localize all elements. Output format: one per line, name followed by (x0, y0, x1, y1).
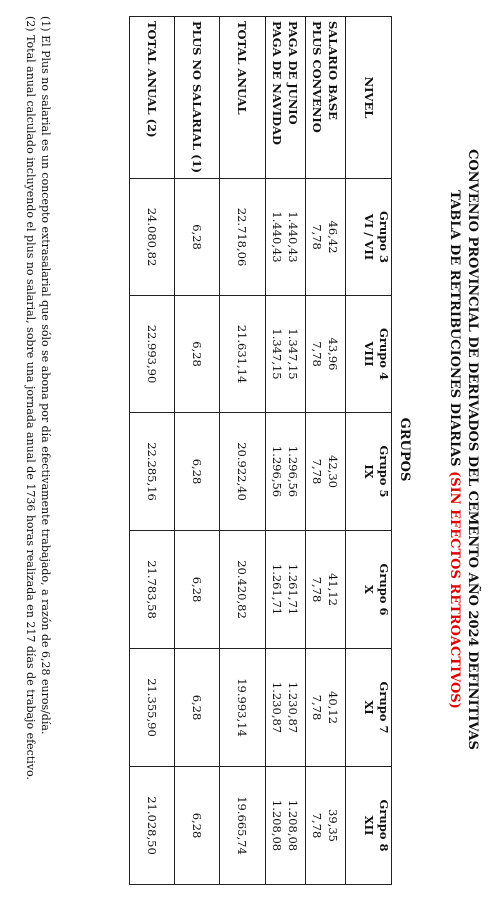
group-header-8 (346, 767, 392, 885)
value-cell (306, 413, 346, 531)
plus-convenio-value: 7,78 (310, 458, 325, 485)
plus-no-salarial-value: 6,28 (175, 179, 220, 296)
group-name: Grupo 4 (377, 328, 391, 380)
value-cell (306, 296, 346, 413)
total-anual-2-value: 24.080,82 (130, 179, 175, 296)
salario-base-value: 42,30 (326, 455, 341, 488)
subtitle-highlight: (SIN EFECTOS RETROACTIVOS) (447, 471, 462, 709)
group-name: Grupo 7 (377, 681, 391, 734)
paga-navidad-value: 1.296,56 (270, 445, 285, 498)
total-anual-value: 20.922,40 (220, 413, 266, 531)
plus-convenio-value: 7,78 (310, 576, 325, 603)
group-header-3 (346, 179, 392, 296)
plus-convenio-value: 7,78 (310, 341, 325, 367)
salario-base-value: 40,12 (326, 691, 341, 724)
plus-no-salarial-value: 6,28 (175, 413, 220, 531)
row-label: SALARIO BASE (326, 21, 341, 120)
value-cell (306, 649, 346, 767)
paga-junio-value: 1.347,15 (286, 328, 301, 380)
value-cell (266, 649, 306, 767)
subtitle-text: TABLA DE RETRIBUCIONES DIARIAS (447, 190, 462, 472)
row-label: PLUS CONVENIO (310, 21, 325, 133)
row-label: PLUS NO SALARIAL (1) (175, 17, 220, 179)
total-anual-value: 19.665,74 (220, 767, 266, 885)
value-cell (266, 296, 306, 413)
paga-navidad-value: 1.347,15 (270, 328, 285, 380)
table-row-pagas (266, 17, 306, 885)
group-nivel: IX (362, 464, 376, 479)
footnote-2: (2) Total anual calculado incluyendo el plus no salarial, sobre una jornada anual de 1736 horas realizada en 217 días de trabajo efectivo. (24, 16, 37, 780)
group-nivel: X (362, 585, 376, 594)
paga-junio-value: 1.296,56 (286, 445, 301, 498)
row-label: PAGA DE NAVIDAD (270, 21, 285, 145)
grupos-heading: GRUPOS (397, 417, 412, 482)
group-name: Grupo 5 (377, 445, 391, 498)
nivel-header: NIVEL (346, 17, 392, 179)
group-nivel: XI (362, 700, 376, 715)
plus-no-salarial-value: 6,28 (175, 767, 220, 885)
paga-junio-value: 1.261,71 (286, 563, 301, 616)
value-cell (266, 767, 306, 885)
value-cell (306, 767, 346, 885)
paga-navidad-value: 1.230,87 (270, 681, 285, 734)
total-anual-value: 20.420,82 (220, 531, 266, 649)
total-anual-value: 21.631,14 (220, 296, 266, 413)
total-anual-2-value: 21.355,90 (130, 649, 175, 767)
group-name: Grupo 8 (377, 799, 391, 852)
group-header-5 (346, 413, 392, 531)
group-header-4 (346, 296, 392, 413)
paga-navidad-value: 1.208,08 (270, 799, 285, 852)
total-anual-2-value: 21.028,50 (130, 767, 175, 885)
row-label-cell (306, 17, 346, 179)
value-cell (306, 531, 346, 649)
plus-convenio-value: 7,78 (310, 694, 325, 721)
table-row-total-anual (220, 17, 266, 885)
row-label: PAGA DE JUNIO (286, 21, 301, 125)
total-anual-2-value: 22.285,16 (130, 413, 175, 531)
document-title: CONVENIO PROVINCIAL DE DERIVADOS DEL CEMENTO AÑO 2024 DEFINITIVAS (465, 149, 480, 750)
value-cell (266, 179, 306, 296)
value-cell (306, 179, 346, 296)
plus-convenio-value: 7,78 (310, 224, 325, 250)
group-nivel: VI / VII (362, 213, 376, 261)
table-row-salario-plus (306, 17, 346, 885)
plus-no-salarial-value: 6,28 (175, 649, 220, 767)
paga-junio-value: 1.208,08 (286, 799, 301, 852)
total-anual-value: 22.718,06 (220, 179, 266, 296)
row-label: TOTAL ANUAL (220, 17, 266, 179)
salario-base-value: 39,35 (326, 809, 341, 842)
document-subtitle (446, 0, 462, 899)
group-header-7 (346, 649, 392, 767)
footnote-1: (1) El Plus no salarial es un concepto extrasalarial que sólo se abona por día efectivamente trabajado, a razón de 6,28 euros/día. (39, 16, 52, 735)
group-nivel: VIII (362, 341, 376, 367)
row-label: TOTAL ANUAL (2) (130, 17, 175, 179)
total-anual-2-value: 22.993,90 (130, 296, 175, 413)
paga-navidad-value: 1.261,71 (270, 563, 285, 616)
group-nivel: XII (362, 815, 376, 836)
value-cell (266, 531, 306, 649)
total-anual-value: 19.993,14 (220, 649, 266, 767)
table-row-plus-no-salarial (175, 17, 220, 885)
value-cell (266, 413, 306, 531)
group-name: Grupo 6 (377, 563, 391, 616)
paga-junio-value: 1.230,87 (286, 681, 301, 734)
plus-convenio-value: 7,78 (310, 812, 325, 839)
row-label-cell (266, 17, 306, 179)
table-row-total-anual-2 (130, 17, 175, 885)
plus-no-salarial-value: 6,28 (175, 531, 220, 649)
group-name: Grupo 3 (377, 211, 391, 263)
salario-base-value: 46,42 (326, 220, 341, 254)
salary-table (129, 16, 392, 885)
paga-navidad-value: 1.440,43 (270, 211, 285, 263)
plus-no-salarial-value: 6,28 (175, 296, 220, 413)
salario-base-value: 43,96 (326, 337, 341, 371)
group-header-6 (346, 531, 392, 649)
salario-base-value: 41,12 (326, 573, 341, 606)
total-anual-2-value: 21.783,58 (130, 531, 175, 649)
header-row (346, 17, 392, 885)
paga-junio-value: 1.440,43 (286, 211, 301, 263)
